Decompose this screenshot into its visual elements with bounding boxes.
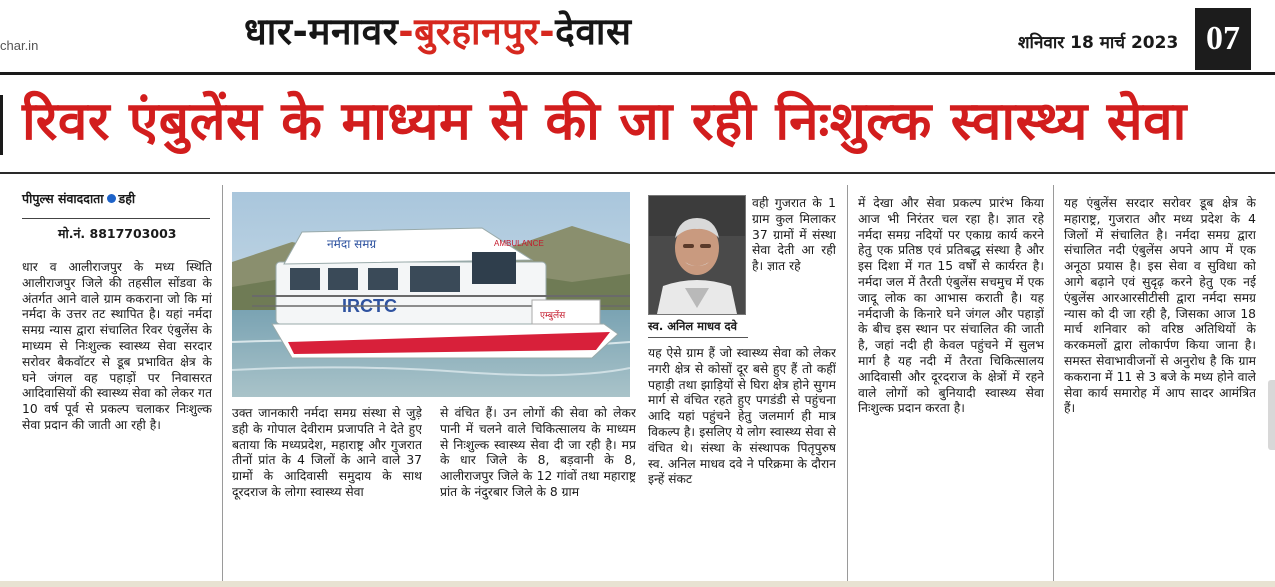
scrollbar-handle[interactable] [1268, 380, 1275, 450]
edition-date: शनिवार 18 मार्च 2023 [1018, 33, 1179, 53]
header-rule [0, 72, 1275, 75]
column-divider [222, 185, 223, 581]
headline-rule [0, 172, 1275, 174]
left-edge-fragment [0, 95, 9, 155]
portrait-photo [648, 195, 746, 315]
svg-text:एम्बुलेंस: एम्बुलेंस [540, 311, 566, 321]
masthead-part-1: धार-मनावर [244, 10, 399, 53]
page-bottom-edge [0, 581, 1275, 587]
byline-rule [22, 218, 210, 219]
bullet-dot-icon [107, 194, 116, 203]
article-column-1: धार व आलीराजपुर के मध्य स्थिति आलीराजपुर जिले की तहसील सोंडवा के अंतर्गत आने वाले ग्राम ककराना जो कि मां नर्मदा के उत्तर तट स्थापित है। यहां नर्मदा समग्र न्यास द्वारा संचालित रिवर एंबुलेंस के माध्यम से निःशुल्क स्वास्थ्य सेवा सरदार सरोवर बैकवॉटर से डूब प्रभावित क्षेत्र के घने जंगल वह पहाड़ों पर निवासरत आदिवासियों की स्वास्थ्य सेवा को लेकर गत 10 वर्ष पूर्व से प्रकल्प चलाकर निःशुल्क सेवा प्रदान की जाती आ रही है। [22, 260, 212, 432]
river-ambulance-photo [232, 192, 630, 397]
article-column-2: उक्त जानकारी नर्मदा समग्र संस्था से जुड़े डही के गोपाल देवीराम प्रजापति ने देते हुए बताया कि मध्यप्रदेश, महाराष्ट्र और गुजरात तीनों प्रांत के 4 जिलों के आने वाले 37 ग्रामों के आदिवासी समुदाय के साथ दूरदराज के लोगा स्वास्थ्य सेवा [232, 406, 422, 499]
masthead-part-3: देवास [555, 10, 632, 53]
byline-reporter: पीपुल्स संवाददाता [22, 191, 104, 206]
masthead-part-2: -बुरहानपुर- [398, 10, 556, 53]
page-number-badge: 07 [1195, 8, 1251, 70]
byline [22, 190, 210, 207]
caption-rule [648, 337, 748, 338]
boat-irctc-label: IRCTC [342, 296, 397, 316]
svg-text:नर्मदा समग्र: नर्मदा समग्र [327, 237, 377, 251]
column-divider [1053, 185, 1054, 581]
site-url-fragment: char.in [0, 38, 39, 53]
svg-text:AMBULANCE: AMBULANCE [494, 239, 544, 248]
article-column-5: में देखा और सेवा प्रकल्प प्रारंभ किया आज भी निरंतर चल रहा है। ज्ञात रहे नर्मदा समग्र नदियों पर एकाग्र कार्य करने हेतु एक प्रतिष्ठ एवं प्रतिबद्ध संस्था है और इस दिशा में गत 15 वर्षों से कार्यरत है। नर्मदा जल में तैरती एंबुलेंस सचमुच में एक जादू लोक का आभास कराती है। यह नर्मदाजी के किनारे घने जंगल और पहाड़ों के बीच इस स्थान पर संचालित की जाती है, जहां नदी ही केवल पहुंचने में सुलभ मार्ग है यह नदी में तैरता चिकित्सालय आदिवासी और दूरदराज के क्षेत्रों में रहने वाले लोगों को बुनियादी स्वास्थ्य सेवा निःशुल्क प्रदान करता है। [858, 196, 1044, 416]
headline: रिवर एंबुलेंस के माध्यम से की जा रही निःशुल्क स्वास्थ्य सेवा [22, 91, 1187, 152]
byline-place: डही [118, 191, 136, 206]
article-column-4-top: वही गुजरात के 1 ग्राम कुल मिलाकर 37 ग्रामों में संस्था सेवा देती आ रही है। ज्ञात रहे [752, 196, 836, 274]
byline-mobile: मो.नं. 8817703003 [58, 226, 177, 241]
article-column-3: से वंचित हैं। उन लोगों की सेवा को लेकर पानी में चलने वाले चिकित्सालय के माध्यम से निःशुल्क स्वास्थ्य सेवा दी जा रही है। मप्र के धार जिले के 8, बड़वानी के 8, आलीराजपुर जिले के 12 गांवों तथा महाराष्ट्र प्रांत के नंदुरबार जिले के 8 ग्राम [440, 406, 636, 499]
article-column-4: यह ऐसे ग्राम हैं जो स्वास्थ्य सेवा को लेकर नगरी क्षेत्र से कोसों दूर बसे हुए हैं तो कहीं पहाड़ी तथा झाड़ियों से घिरा क्षेत्र होने सुगम मार्ग से वंचित रहते हुए पगडंडी से पहुंचना आदि यहां पहुंचने हेतु जलमार्ग ही मात्र विकल्प है। इसलिए ये लोग स्वास्थ्य सेवा से वंचित थे। संस्था के संस्थापक पितृपुरुष स्व. अनिल माधव दवे ने परिक्रमा के दौरान इन्हें संकट [648, 346, 836, 487]
portrait-caption: स्व. अनिल माधव दवे [648, 319, 738, 333]
column-divider [847, 185, 848, 581]
masthead [244, 2, 632, 62]
article-column-6: यह एंबुलेंस सरदार सरोवर डूब क्षेत्र के महाराष्ट्र, गुजरात और मध्य प्रदेश के 4 जिलों में संचालित है। नर्मदा समग्र द्वारा संचालित नदी एंबुलेंस अपने आप में एक अनूठा प्रयास है। इस सेवा व सुविधा को आगे बढ़ाने एवं सुदृढ़ करने हेतु एक नई एंबुलेंस आरआरसीटीसी द्वारा नर्मदा समग्र न्यास को दी जा रही है, जिसका आज 18 मार्च शनिवार को वरिष्ठ अतिथियों के करकमलों द्वारा लोकार्पण किया जाना है। समस्त सेवाभावीजनों से अनुरोध है कि ग्राम ककराना में 11 से 3 बजे के मध्य होने वाले सेवा कार्य समारोह में आप सादर आमंत्रित हैं। [1064, 196, 1256, 416]
